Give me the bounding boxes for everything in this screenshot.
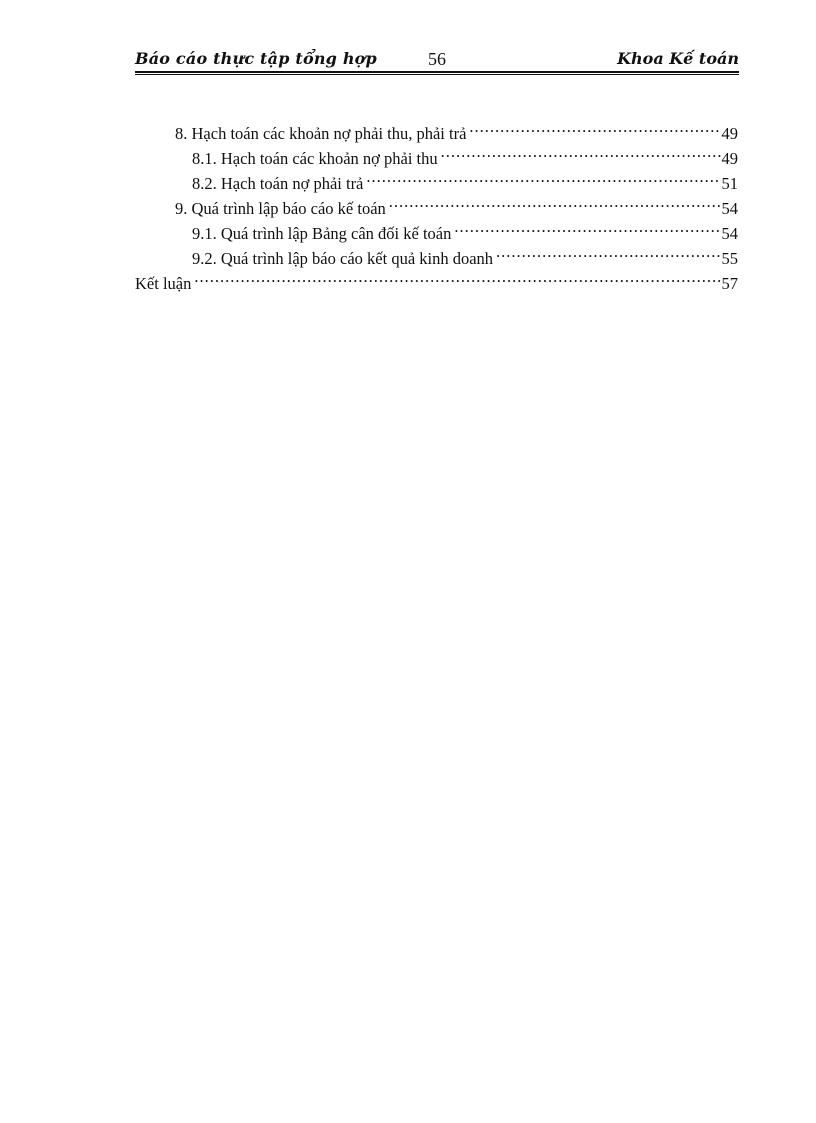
toc-dot-leader (496, 239, 720, 264)
toc-entry-page: 49 (721, 124, 738, 143)
toc-dot-leader (194, 264, 720, 289)
toc-entry-title: 8.1. Hạch toán các khoản nợ phải thu (192, 149, 438, 168)
header-report-title: Báo cáo thực tập tổng hợp (135, 49, 377, 68)
toc-entry-title: 9.2. Quá trình lập báo cáo kết quả kinh doanh (192, 249, 494, 268)
toc-entry-page: 55 (721, 249, 738, 268)
toc-entry-8[interactable] (135, 114, 738, 143)
toc-entry-page: 54 (721, 199, 738, 218)
toc-entry-title: Kết luận (135, 274, 192, 293)
toc-entry-title: 9.1. Quá trình lập Bảng cân đối kế toán (192, 224, 452, 243)
toc-entry-page: 54 (721, 224, 738, 243)
toc-entry-page: 57 (721, 274, 738, 293)
page-header (135, 49, 739, 71)
toc-entry-conclusion[interactable] (135, 264, 738, 293)
toc-entry-title: 8.2. Hạch toán nợ phải trả (192, 174, 364, 193)
toc-entry-title: 9. Quá trình lập báo cáo kế toán (175, 199, 386, 218)
table-of-contents (135, 114, 738, 293)
toc-dot-leader (441, 139, 721, 164)
header-faculty-name: Khoa Kế toán (617, 49, 739, 68)
toc-dot-leader (469, 114, 720, 139)
header-page-number: 56 (428, 49, 446, 69)
toc-entry-title: 8. Hạch toán các khoản nợ phải thu, phải trả (175, 124, 467, 143)
header-divider (135, 71, 739, 75)
toc-dot-leader (366, 164, 720, 189)
toc-entry-page: 49 (721, 149, 738, 168)
toc-entry-page: 51 (721, 174, 738, 193)
toc-dot-leader (454, 214, 720, 239)
toc-dot-leader (389, 189, 721, 214)
